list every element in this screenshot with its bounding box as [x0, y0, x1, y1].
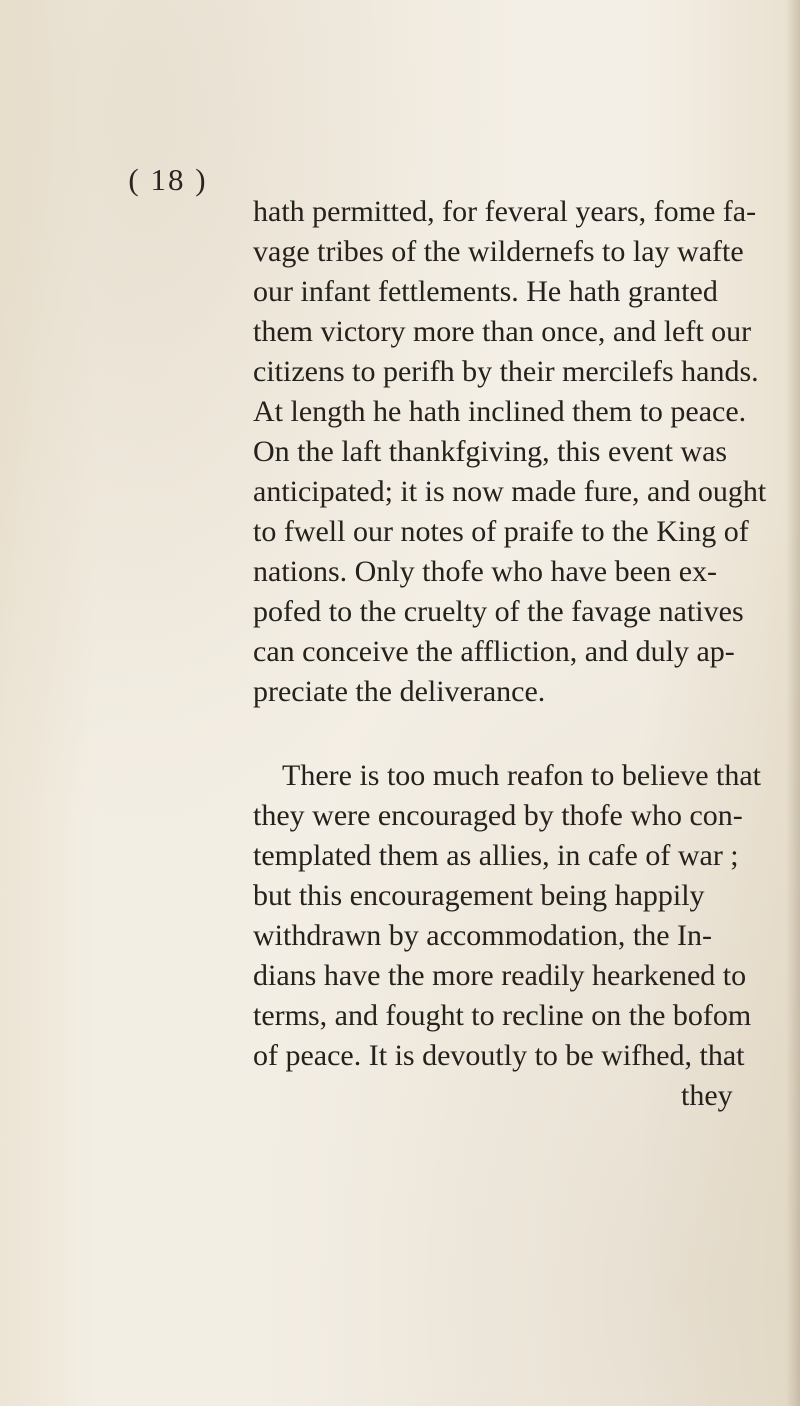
text-line-13: preciate the deliverance.: [253, 675, 546, 708]
text-line-15: they were encouraged by thofe who con-: [253, 799, 743, 832]
text-line-6: At length he hath inclined them to peace.: [253, 395, 747, 428]
text-line-20: terms, and fought to recline on the bofom: [253, 999, 752, 1032]
catchword: they: [681, 1079, 733, 1112]
page-number: ( 18 ): [128, 162, 208, 197]
text-line-3: our infant fettlements. He hath granted: [253, 275, 718, 308]
text-line-7: On the laft thankfgiving, this event was: [253, 435, 728, 468]
text-line-9: to fwell our notes of praife to the King of: [253, 515, 749, 548]
text-line-19: dians have the more readily hearkened to: [253, 959, 747, 992]
text-line-11: pofed to the cruelty of the favage natives: [253, 595, 744, 628]
text-line-16: templated them as allies, in cafe of war ;: [253, 839, 739, 872]
text-line-5: citizens to perifh by their mercilefs hands.: [253, 355, 759, 388]
text-line-1: hath permitted, for feveral years, fome fa-: [253, 195, 757, 228]
text-line-12: can conceive the affliction, and duly ap-: [253, 635, 735, 668]
text-line-2: vage tribes of the wildernefs to lay wafte: [253, 235, 744, 268]
text-line-14: There is too much reafon to believe that: [282, 759, 761, 792]
text-line-17: but this encouragement being happily: [253, 879, 705, 912]
text-line-4: them victory more than once, and left our: [253, 315, 752, 348]
text-line-8: anticipated; it is now made fure, and ought: [253, 475, 767, 508]
text-line-18: withdrawn by accommodation, the In-: [253, 919, 713, 952]
text-line-21: of peace. It is devoutly to be wifhed, that: [253, 1039, 745, 1072]
text-line-10: nations. Only thofe who have been ex-: [253, 555, 718, 588]
